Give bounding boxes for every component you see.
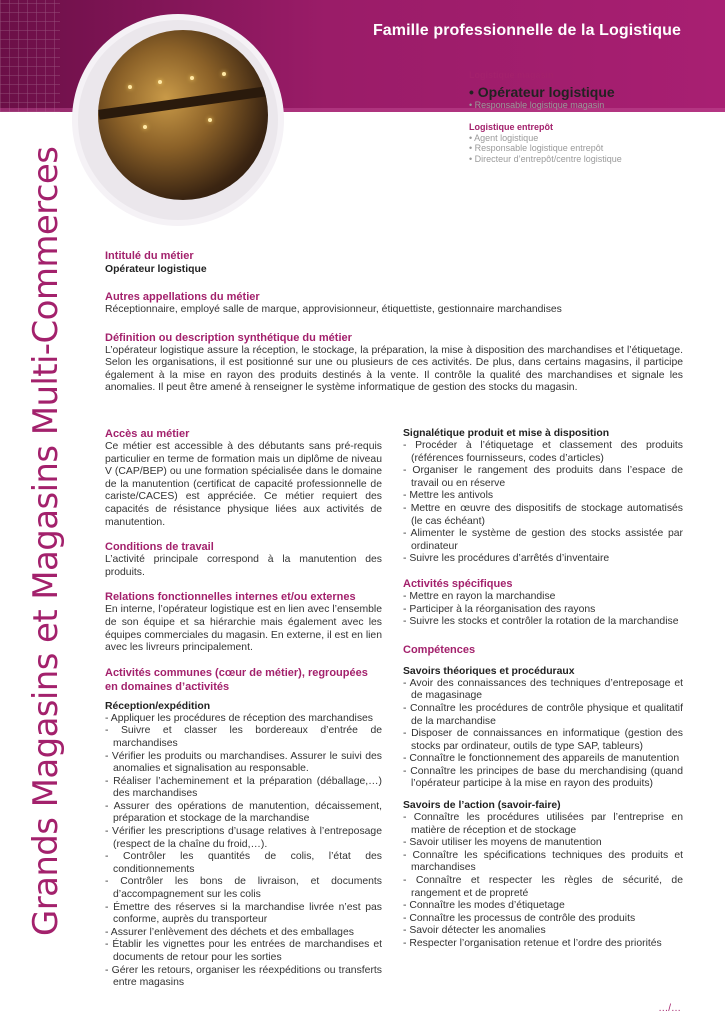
section-text: L’activité principale correspond à la manutention des produits. [105, 554, 382, 578]
list-item: - Contrôler les quantités de colis, l’état des conditionnements [105, 851, 382, 875]
section-title: Autres appellations du métier [105, 291, 260, 303]
list-item: - Alimenter le système de gestion des stocks assistée par ordinateur [403, 528, 683, 552]
family-current-job: • Opérateur logistique [469, 83, 615, 100]
list-item: - Gérer les retours, organiser les réexpéditions ou transferts entre magasins [105, 964, 382, 989]
subsection-title: Réception/expédition [105, 700, 211, 712]
job-summary [105, 249, 683, 405]
list-item: - Connaître les spécifications techniques des produits et marchandises [403, 849, 683, 874]
subsection-title: Signalétique produit et mise à disposition [403, 428, 610, 439]
family-group-title: Logistique magasin [469, 70, 554, 80]
activity-list [105, 713, 382, 990]
list-item: - Avoir des connaissances des techniques d’entreposage et de magasinage [403, 677, 683, 702]
list-item: - Émettre des réserves si la marchandise livrée n’est pas conforme, auprès du transporteur [105, 901, 382, 926]
family-item: • Responsable logistique magasin [469, 99, 605, 110]
section-title: Conditions de travail [105, 541, 214, 554]
section-title: Compétences [403, 643, 476, 656]
list-item: - Appliquer les procédures de réception des marchandises [105, 712, 373, 724]
section-title: Activités communes (cœur de métier), regroupées en domaines d’activités [105, 666, 368, 693]
list-item: - Assurer l’enlèvement des déchets et des emballages [105, 926, 354, 938]
section-intitule [105, 249, 683, 276]
section-title: Définition ou description synthétique du métier [105, 331, 352, 344]
section-text: Ce métier est accessible à des débutants sans pré-requis particulier en terme de formation mais un diplôme de niveau V (CAP/BEP) ou une formation spécialisée dans le domaine de la manutention (certificat de capacité professionnelle de cariste/CACES) est appréciée. Ce métier requiert des capacités de résistance physique liées aux activités de manutention. [105, 441, 382, 528]
list-item: - Disposer de connaissances en informatique (gestion des stocks par ordinateur, outils de type SAP, tableurs) [403, 728, 683, 752]
section-title: Intitulé du métier [105, 250, 194, 262]
warehouse-photo [98, 30, 268, 200]
list-item: - Organiser le rangement des produits dans l’espace de travail ou en réserve [403, 465, 683, 489]
section-relations [105, 590, 382, 654]
list-item: - Établir les vignettes pour les entrées de marchandises et documents de retour pour les sorties [105, 939, 382, 963]
list-item: - Savoir détecter les anomalies [403, 925, 546, 937]
section-signaletique [403, 427, 683, 566]
list-item: - Connaître le fonctionnement des appareils de manutention [403, 753, 680, 765]
photo-light [128, 85, 132, 89]
side-title: Grands Magasins et Magasins Multi-Commerces [26, 146, 66, 936]
list-item: - Connaître et respecter les règles de sécurité, de rangement et de propreté [403, 875, 683, 899]
section-text: L’opérateur logistique assure la réception, le stockage, la préparation, la mise à disposition des marchandises et l’étiquetage. Selon les organisations, il est positionné sur une ou plusieurs de ces activités. De plus, dans certains magasins, il participe également à la mise en rayon des produits destinés à la vente. Il contrôle la qualité des marchandises et signale les anomalies. Il peut être amené à renseigner le système informatique de gestion des stocks du magasin. [105, 344, 683, 394]
section-activites-communes [105, 666, 382, 990]
photo-light [222, 72, 226, 76]
photo-light [208, 118, 212, 122]
list-item: - Savoir utiliser les moyens de manutention [403, 837, 602, 849]
job-title-value: Opérateur logistique [105, 264, 207, 275]
section-title: Accès au métier [105, 428, 190, 440]
section-title: Relations fonctionnelles internes et/ou externes [105, 591, 356, 604]
list-item: - Réaliser l’acheminement et la préparation (déballage,…) des marchandises [105, 775, 382, 800]
photo-beam [98, 86, 268, 120]
list-item: - Connaître les procédures de contrôle physique et qualitatif de la marchandise [403, 702, 683, 727]
competence-list [403, 678, 683, 791]
list-item: - Participer à la réorganisation des rayons [403, 603, 596, 615]
family-item: • Directeur d’entrepôt/centre logistique [469, 153, 622, 164]
list-item: - Connaître les principes de base du merchandising (quand l’opérateur participe à la mise en rayon des produits) [403, 765, 683, 790]
family-item: • Responsable logistique entrepôt [469, 143, 604, 153]
section-definition [105, 331, 683, 395]
continuation-marker: …/… [658, 1003, 681, 1014]
list-item: - Vérifier les prescriptions d’usage relatives à l’entreposage (respect de la chaîne du froid,…). [105, 826, 382, 850]
list-item: - Contrôler les bons de livraison, et documents d’accompagnement sur les colis [105, 876, 382, 901]
section-acces [105, 427, 382, 529]
list-item: - Connaître les procédures utilisées par l’entreprise en matière de réception et de stockage [403, 812, 683, 836]
family-item: • Agent logistique [469, 132, 539, 143]
section-activites-specifiques [403, 577, 683, 629]
competence-list [403, 812, 683, 951]
photo-light [158, 80, 162, 84]
job-family-list [469, 70, 622, 164]
list-item: - Respecter l’organisation retenue et l’ordre des priorités [403, 938, 662, 949]
list-item: - Vérifier les produits ou marchandises. Assurer le suivi des anomalies et signalisation au responsable. [105, 750, 382, 775]
subsection-title: Savoirs théoriques et procéduraux [403, 665, 575, 677]
list-item: - Assurer des opérations de manutention, décaissement, préparation et stockage de la marchandise [105, 800, 382, 825]
subsection-title: Savoirs de l’action (savoir-faire) [403, 800, 561, 812]
family-group-title: Logistique entrepôt [469, 122, 553, 132]
list-item: - Mettre en œuvre des dispositifs de stockage automatisés (le cas échéant) [403, 502, 683, 527]
photo-light [190, 76, 194, 80]
list-item: - Suivre et classer les bordereaux d’entrée de marchandises [105, 725, 382, 749]
section-title: Activités spécifiques [403, 577, 513, 590]
right-column [403, 427, 683, 962]
list-item: - Connaître les processus de contrôle des produits [403, 912, 636, 924]
list-item: - Suivre les stocks et contrôler la rotation de la marchandise [403, 616, 679, 628]
section-text: Réceptionnaire, employé salle de marque, approvisionneur, étiquettiste, gestionnaire marchandises [105, 304, 562, 315]
section-conditions [105, 540, 382, 579]
photo-light [143, 125, 147, 129]
list-item: - Mettre en rayon la marchandise [403, 590, 556, 602]
list-item: - Connaître les modes d’étiquetage [403, 900, 565, 912]
section-autres-appellations [105, 290, 683, 317]
page-title: Famille professionnelle de la Logistique [372, 22, 681, 39]
header-grid-decoration [0, 0, 60, 112]
activity-list [403, 591, 683, 629]
list-item: - Suivre les procédures d’arrêtés d’inventaire [403, 553, 610, 565]
left-column [105, 427, 382, 1001]
list-item: - Procéder à l’étiquetage et classement des produits (références fournisseurs, codes d’articles) [403, 440, 683, 464]
section-competences [403, 643, 683, 951]
activity-list [403, 440, 683, 566]
section-text: En interne, l’opérateur logistique est en lien avec l’ensemble de son équipe et sa hiérarchie mais également avec les équipes commerciales du magasin. En externe, il est en lien avec les livreurs principalement. [105, 604, 382, 654]
list-item: - Mettre les antivols [403, 490, 494, 502]
